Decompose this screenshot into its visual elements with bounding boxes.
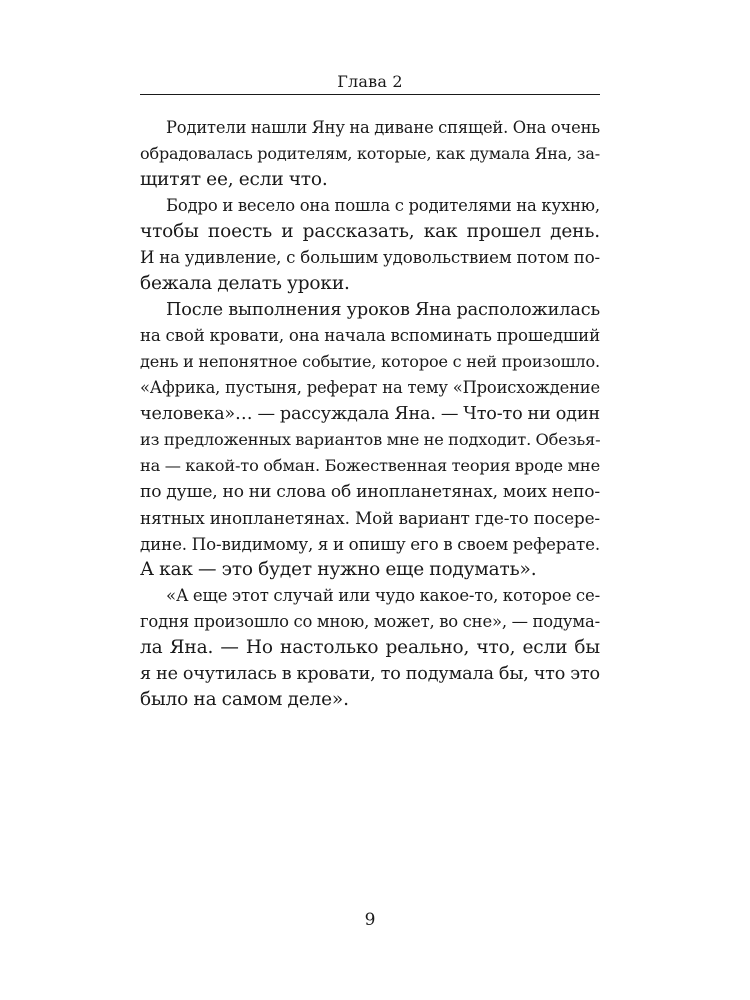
paragraph-3 [140,297,600,583]
text-line: «Африка, пустыня, реферат на тему «Происхождение [140,378,600,397]
paragraph-4 [140,583,600,713]
running-head: Глава 2 [337,72,403,91]
text-line: человека»… — рассуждала Яна. — Что-то ни один [140,404,600,424]
text-line: день и непонятное событие, которое с ней произошло. [140,352,600,371]
header-rule [140,94,600,95]
text-line: обрадовалась родителям, которые, как думала Яна, за- [140,144,600,163]
text-line: После выполнения уроков Яна расположилась [166,300,600,320]
text-line: щитят ее, если что. [140,169,328,190]
text-line: из предложенных вариантов мне не подходит. Обезья- [140,430,600,449]
paragraph-2 [140,193,600,297]
text-line: было на самом деле». [140,689,349,710]
text-line: ла Яна. — Но настолько реально, что, если бы [140,637,600,658]
text-line: на свой кровати, она начала вспоминать прошедший [140,326,600,345]
text-line: Бодро и весело она пошла с родителями на кухню, [166,196,600,215]
text-line: нятных инопланетянах. Мой вариант где-то посере- [140,508,600,528]
paragraph-1 [140,115,600,193]
text-line: я не очутилась в кровати, то подумала бы, что это [140,664,600,684]
text-line: годня произошло со мною, может, во сне», — подума- [140,612,600,631]
text-line: чтобы поесть и рассказать, как прошел день. [140,221,600,242]
text-line: бежала делать уроки. [140,273,350,294]
body-text [140,115,600,713]
text-line: Родители нашли Яну на диване спящей. Она очень [166,118,600,137]
text-line: по душе, но ни слова об инопланетянах, моих непо- [140,482,600,502]
text-line: на — какой-то обман. Божественная теория вроде мне [140,456,600,475]
text-line: «А еще этот случай или чудо какое-то, которое се- [166,586,600,605]
text-line: дине. По-видимому, я и опишу его в своем реферате. [140,534,600,554]
text-line: А как — это будет нужно еще подумать». [140,559,537,580]
text-line: И на удивление, с большим удовольствием потом по- [140,248,600,267]
page-number: 9 [364,910,376,930]
